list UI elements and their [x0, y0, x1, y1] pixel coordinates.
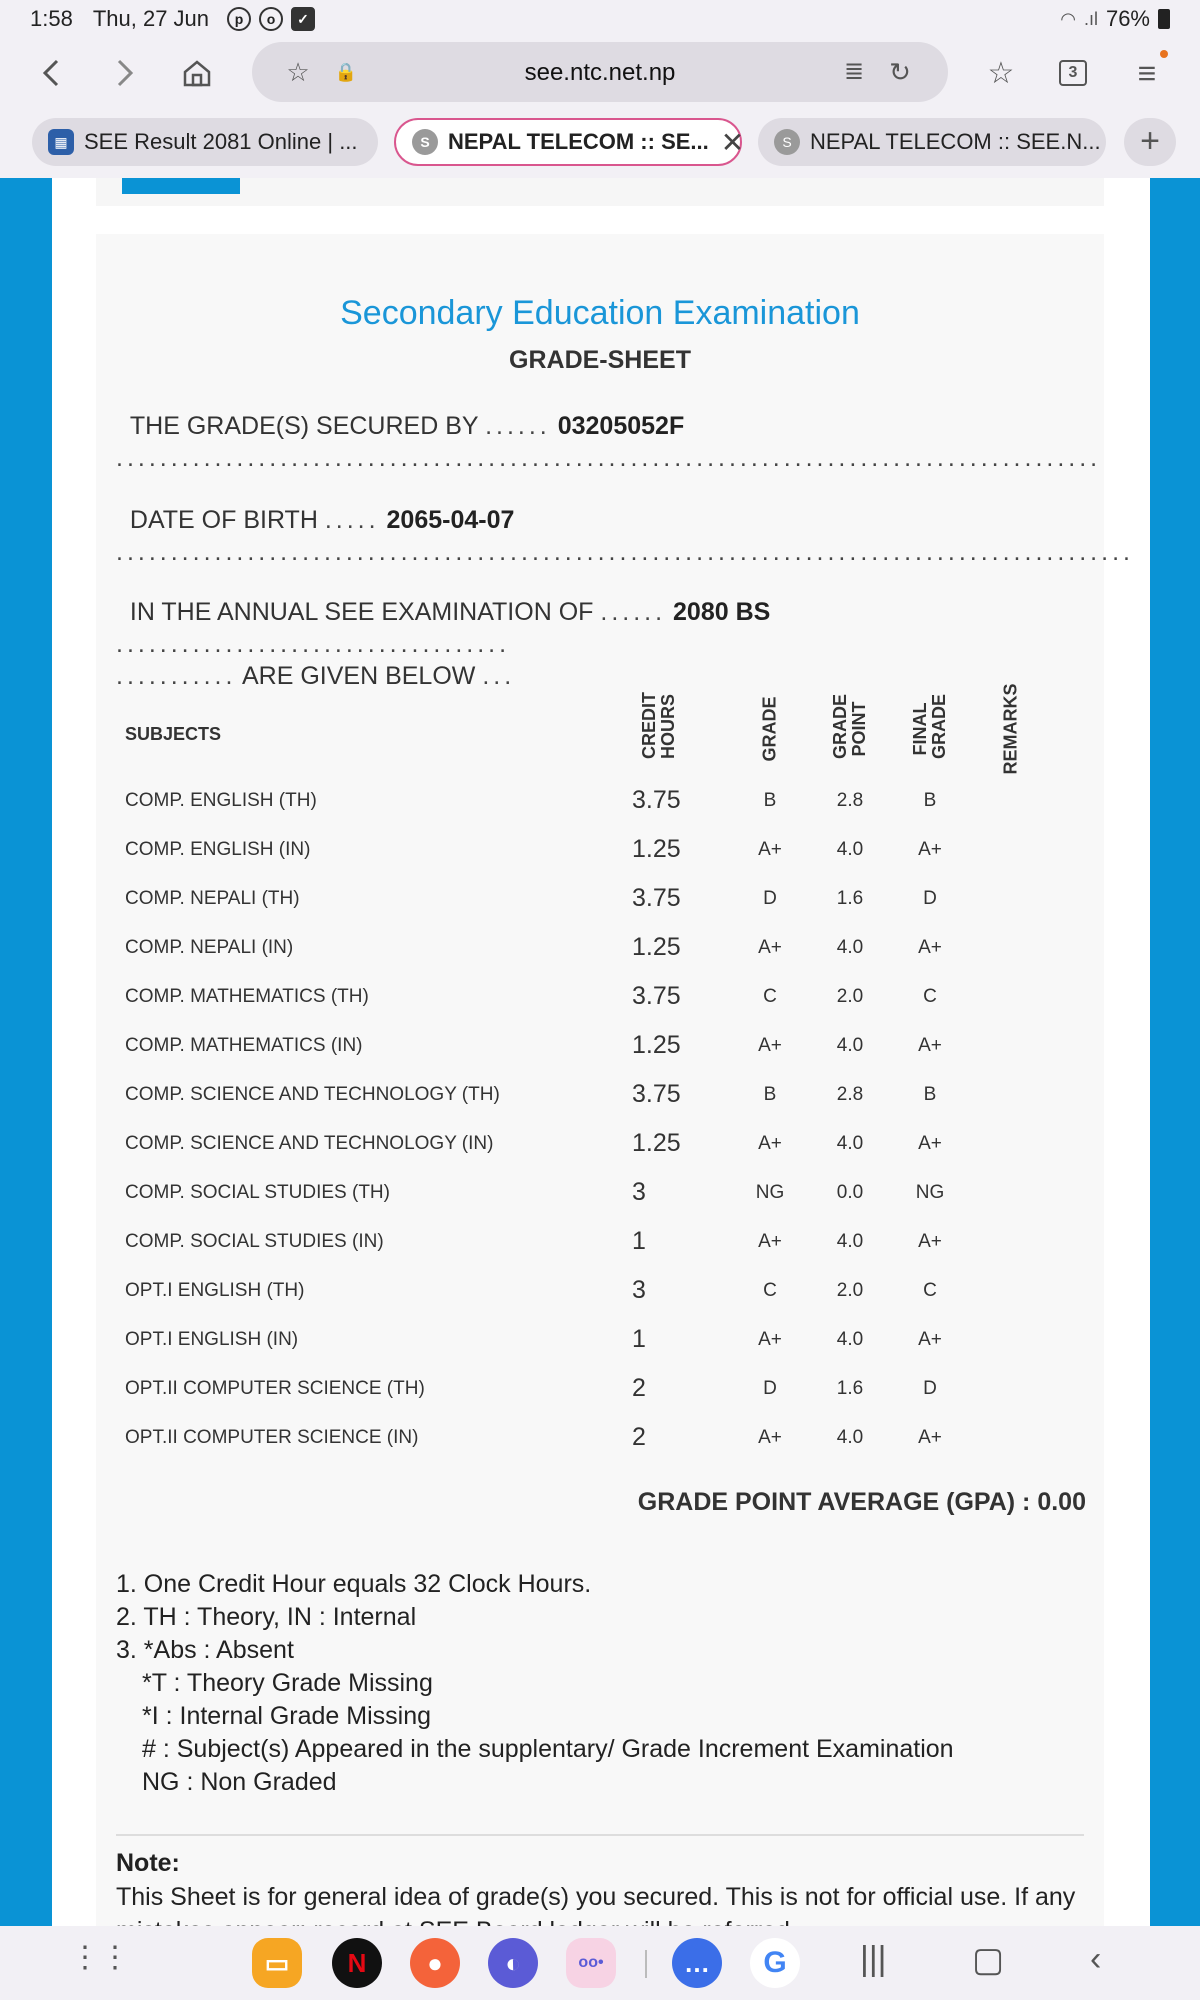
messages-app-icon[interactable]: …: [672, 1938, 722, 1988]
back-button[interactable]: [28, 50, 74, 96]
symbol-number: 03205052F: [557, 412, 685, 440]
new-tab-button[interactable]: +: [1124, 118, 1176, 166]
status-time: 1:58: [30, 6, 73, 31]
subject-name: COMP. SCIENCE AND TECHNOLOGY (TH): [125, 1084, 500, 1105]
contacts-app-icon[interactable]: ●: [410, 1938, 460, 1988]
secured-by-label: THE GRADE(S) SECURED BY: [129, 412, 479, 440]
credit-hours: 3.75: [632, 1080, 681, 1108]
grade: C: [763, 986, 777, 1007]
table-row: [96, 874, 1104, 923]
credit-hours: 2: [632, 1423, 646, 1451]
battery-percent: 76%: [1105, 6, 1150, 31]
grade-point: 4.0: [836, 839, 864, 860]
table-row: [96, 1070, 1104, 1119]
subject-name: OPT.II COMPUTER SCIENCE (IN): [125, 1427, 419, 1448]
credit-hours: 3.75: [632, 786, 681, 814]
menu-button[interactable]: [1124, 50, 1170, 96]
status-right: [1060, 6, 1170, 32]
grade: A+: [758, 1427, 782, 1448]
grade-point: 4.0: [836, 1231, 864, 1252]
grade-point: 4.0: [836, 1427, 864, 1448]
final-grade: D: [923, 888, 937, 909]
recent-apps-button[interactable]: |||: [860, 1940, 887, 1978]
final-grade-header: FINAL GRADE: [910, 693, 949, 759]
exam-year: 2080 BS: [673, 598, 771, 626]
taskbar: [0, 1926, 1200, 2000]
tab-label: NEPAL TELECOM :: SEE.N...: [810, 129, 1101, 154]
table-row: [96, 1266, 1104, 1315]
grade: D: [763, 888, 777, 909]
grade: C: [763, 1280, 777, 1301]
final-grade: B: [923, 790, 937, 811]
credit-hours: 1.25: [632, 1129, 681, 1157]
subject-name: COMP. SOCIAL STUDIES (TH): [125, 1182, 390, 1203]
tab-nepal-telecom[interactable]: [758, 118, 1106, 166]
final-grade: B: [923, 1084, 937, 1105]
exam-year-line: IN THE ANNUAL SEE EXAMINATION OF ...... 2080 BS .................................... ........... ARE GIVEN BELOW ...: [116, 598, 771, 690]
table-row: [96, 1315, 1104, 1364]
table-row: [96, 1364, 1104, 1413]
note-heading: Note:: [116, 1849, 180, 1877]
menu-icon: ≡: [1137, 54, 1157, 91]
web-page[interactable]: [0, 178, 1200, 1926]
final-grade: A+: [918, 1133, 942, 1154]
table-row: [96, 1021, 1104, 1070]
grade: B: [763, 1084, 777, 1105]
grade: A+: [758, 1133, 782, 1154]
signal-icon: .ıl: [1083, 8, 1098, 29]
gpa-summary: GRADE POINT AVERAGE (GPA) : 0.00: [637, 1488, 1086, 1516]
remarks-header: REMARKS: [1000, 683, 1021, 775]
home-nav-button[interactable]: ▢: [972, 1941, 1005, 1979]
files-app-icon[interactable]: ▭: [252, 1938, 302, 1988]
grade-point: 4.0: [836, 1133, 864, 1154]
note-item: *I : Internal Grade Missing: [142, 1702, 432, 1730]
battery-icon: [1158, 9, 1170, 29]
table-row: [96, 923, 1104, 972]
note-item: 3. *Abs : Absent: [116, 1636, 294, 1664]
grade-point: 1.6: [836, 888, 864, 909]
table-row: [96, 825, 1104, 874]
final-grade: NG: [915, 1182, 945, 1203]
tab-label: NEPAL TELECOM :: SE...: [448, 129, 709, 154]
reload-icon[interactable]: ↻: [889, 57, 911, 87]
grade: B: [763, 790, 777, 811]
tab-see-result[interactable]: [32, 118, 378, 166]
grade-point: 4.0: [836, 1329, 864, 1350]
notification-icons: [227, 7, 315, 31]
subject-name: COMP. NEPALI (TH): [125, 888, 300, 909]
table-header: [96, 684, 1104, 784]
bookmarks-icon: ☆: [987, 56, 1015, 90]
grade: A+: [758, 1329, 782, 1350]
grade-point: 2.8: [836, 1084, 864, 1105]
grade-header: GRADE: [759, 696, 780, 762]
site-favicon-icon: ▦: [48, 129, 74, 155]
table-row: [96, 972, 1104, 1021]
google-app-icon[interactable]: G: [750, 1938, 800, 1988]
final-grade: A+: [918, 1427, 942, 1448]
tab-label: SEE Result 2081 Online | ...: [84, 129, 358, 154]
credit-hours: 3: [632, 1276, 646, 1304]
grade: A+: [758, 839, 782, 860]
chrome-icon: o: [259, 7, 283, 31]
date-of-birth: 2065-04-07: [386, 506, 515, 534]
given-below-label: ARE GIVEN BELOW: [241, 662, 476, 690]
grade-sheet-heading: GRADE-SHEET: [509, 346, 691, 374]
subjects-header: SUBJECTS: [125, 724, 222, 744]
pinterest-icon: p: [227, 7, 251, 31]
note-item: NG : Non Graded: [142, 1768, 337, 1796]
status-date: Thu, 27 Jun: [92, 6, 210, 31]
bookmark-star-icon[interactable]: ☆: [286, 57, 310, 87]
reader-mode-icon[interactable]: ≣: [843, 58, 865, 85]
subject-name: OPT.I ENGLISH (TH): [125, 1280, 305, 1301]
grade-point: 1.6: [836, 1378, 864, 1399]
dob-label: DATE OF BIRTH: [129, 506, 318, 534]
previous-section: [96, 178, 1104, 206]
divider: [116, 1834, 1084, 1836]
table-row: [96, 1413, 1104, 1462]
forward-arrow-icon: [113, 58, 137, 88]
subject-name: COMP. ENGLISH (TH): [125, 790, 317, 811]
note-item: 2. TH : Theory, IN : Internal: [116, 1603, 417, 1631]
table-row: [96, 1168, 1104, 1217]
forward-button[interactable]: [102, 50, 148, 96]
final-grade: C: [923, 986, 937, 1007]
apps-grid-icon[interactable]: ⋮⋮: [70, 1941, 130, 1974]
credit-hours: 3.75: [632, 884, 681, 912]
table-row: [96, 1119, 1104, 1168]
status-bar: [0, 0, 1200, 38]
legend-notes: [116, 1568, 954, 1799]
grade-point-header: GRADE POINT: [830, 693, 869, 759]
note-item: 1. One Credit Hour equals 32 Clock Hours.: [116, 1570, 592, 1598]
home-button[interactable]: [174, 50, 220, 96]
netflix-app-icon[interactable]: N: [332, 1938, 382, 1988]
grade: A+: [758, 1035, 782, 1056]
dob-line: DATE OF BIRTH ..... 2065-04-07 .............................................................................................: [116, 506, 1134, 566]
browser-toolbar: [0, 38, 1200, 108]
subject-name: COMP. ENGLISH (IN): [125, 839, 311, 860]
tab-strip: [0, 112, 1200, 172]
back-arrow-icon: [39, 58, 63, 88]
address-bar[interactable]: [252, 42, 948, 102]
browser-app-icon[interactable]: ◐: [488, 1938, 538, 1988]
menu-notification-dot: [1160, 50, 1168, 58]
tab-nepal-telecom-active[interactable]: [394, 118, 745, 166]
grade-sheet: [96, 234, 1134, 1926]
credit-hours-header: CREDIT HOURS: [639, 692, 678, 759]
table-row: [96, 1217, 1104, 1266]
submit-button-partial[interactable]: [122, 178, 240, 194]
credit-hours: 3: [632, 1178, 646, 1206]
grade-point: 4.0: [836, 937, 864, 958]
final-grade: A+: [918, 1231, 942, 1252]
wifi-icon: ◠: [1060, 8, 1076, 29]
note-item: # : Subject(s) Appeared in the supplentary/ Grade Increment Examination: [142, 1735, 954, 1763]
final-grade: A+: [918, 937, 942, 958]
final-grade: A+: [918, 1329, 942, 1350]
final-grade: A+: [918, 1035, 942, 1056]
grade: A+: [758, 1231, 782, 1252]
note-item: *T : Theory Grade Missing: [142, 1669, 433, 1697]
final-grade: A+: [918, 839, 942, 860]
secured-by-line: THE GRADE(S) SECURED BY ...... 03205052F ..........................................................................................: [116, 412, 1102, 472]
subject-name: COMP. MATHEMATICS (TH): [125, 986, 369, 1007]
exam-title: Secondary Education Examination: [340, 294, 860, 332]
exam-label: IN THE ANNUAL SEE EXAMINATION OF: [129, 598, 594, 626]
credit-hours: 1: [632, 1227, 646, 1255]
close-tab-icon[interactable]: ✕: [720, 126, 745, 158]
subject-name: COMP. SOCIAL STUDIES (IN): [125, 1231, 384, 1252]
grade-point: 0.0: [836, 1182, 864, 1203]
lock-icon: 🔒: [334, 62, 358, 82]
home-icon: [182, 59, 212, 87]
subject-name: OPT.I ENGLISH (IN): [125, 1329, 299, 1350]
subject-name: COMP. SCIENCE AND TECHNOLOGY (IN): [125, 1133, 494, 1154]
back-nav-button[interactable]: ‹: [1090, 1940, 1102, 1978]
subject-name: COMP. MATHEMATICS (IN): [125, 1035, 363, 1056]
grade: A+: [758, 937, 782, 958]
tab-count: 3: [1059, 60, 1087, 86]
table-row: [96, 776, 1104, 825]
final-grade: C: [923, 1280, 937, 1301]
grade-point: 2.8: [836, 790, 864, 811]
s-favicon-icon: S: [412, 129, 438, 155]
credit-hours: 1.25: [632, 1031, 681, 1059]
final-grade: D: [923, 1378, 937, 1399]
grade-point: 4.0: [836, 1035, 864, 1056]
grade-point: 2.0: [836, 986, 864, 1007]
credit-hours: 1.25: [632, 835, 681, 863]
subject-name: COMP. NEPALI (IN): [125, 937, 294, 958]
grade: D: [763, 1378, 777, 1399]
note-text: This Sheet is for general idea of grade(s) you secured. This is not for official use. If any: [116, 1883, 1076, 1911]
grade-point: 2.0: [836, 1280, 864, 1301]
dock-divider: [645, 1950, 647, 1978]
credit-hours: 2: [632, 1374, 646, 1402]
credit-hours: 1: [632, 1325, 646, 1353]
url-text[interactable]: see.ntc.net.np: [524, 59, 676, 86]
bookmarks-button[interactable]: [978, 50, 1024, 96]
grade: NG: [755, 1182, 785, 1203]
subject-name: OPT.II COMPUTER SCIENCE (TH): [125, 1378, 425, 1399]
credit-hours: 1.25: [632, 933, 681, 961]
s-favicon-icon: S: [774, 129, 800, 155]
game-app-icon[interactable]: oo•: [566, 1938, 616, 1988]
checkbox-notification-icon: ✓: [291, 7, 315, 31]
credit-hours: 3.75: [632, 982, 681, 1010]
tabs-button[interactable]: [1050, 50, 1096, 96]
